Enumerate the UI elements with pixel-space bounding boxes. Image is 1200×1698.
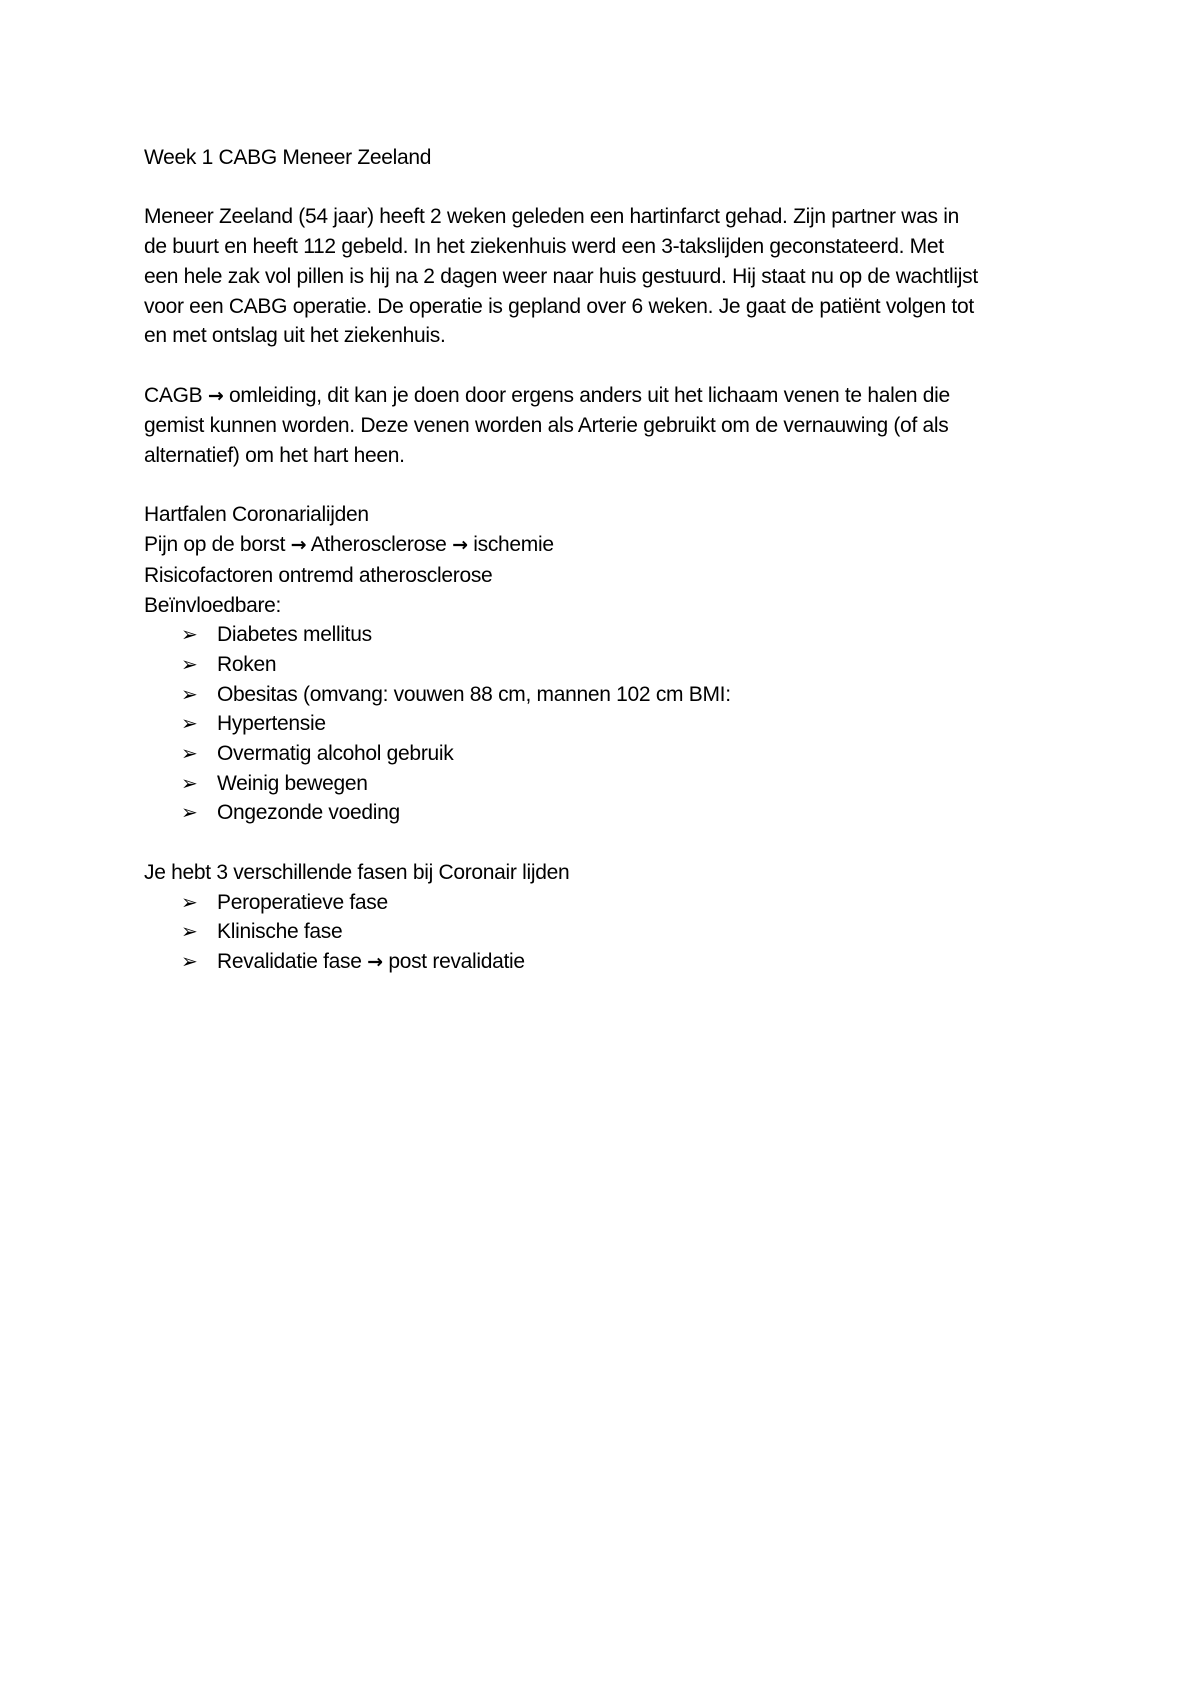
chain-part: Atherosclerose: [310, 533, 447, 557]
list-item: [144, 680, 1064, 710]
intro-line: en met ontslag uit het ziekenhuis.: [144, 324, 446, 348]
list-item-text: Ongezonde voeding: [217, 801, 400, 825]
phases-section: [144, 858, 1064, 978]
influenceable-heading: Beïnvloedbare:: [144, 593, 282, 617]
list-item-text: Klinische fase: [217, 920, 343, 944]
list-item-text: Diabetes mellitus: [217, 623, 372, 647]
cagb-paragraph: [144, 381, 1064, 471]
arrowhead-bullet-icon: ➢: [181, 711, 198, 736]
heart-section: [144, 500, 1064, 828]
risk-heading: Risicofactoren ontremd atherosclerose: [144, 563, 493, 587]
risk-factor-list: [144, 620, 1064, 828]
list-item-text: Peroperatieve fase: [217, 890, 388, 914]
chain-part: Pijn op de borst: [144, 533, 286, 557]
arrow-right-icon: →: [452, 534, 468, 557]
list-item-text: Obesitas (omvang: vouwen 88 cm, mannen 102 cm BMI:: [217, 682, 731, 706]
intro-line: een hele zak vol pillen is hij na 2 dagen weer naar huis gestuurd. Hij staat nu op de wachtlijst: [144, 264, 978, 288]
list-item-text: Hypertensie: [217, 712, 326, 736]
list-item-text: Revalidatie fase: [217, 949, 362, 973]
list-item: [144, 739, 1064, 769]
list-item: [144, 650, 1064, 680]
cagb-term: CAGB: [144, 383, 203, 407]
arrowhead-bullet-icon: ➢: [181, 651, 198, 676]
cagb-line-text: omleiding, dit kan je doen door ergens anders uit het lichaam venen te halen die: [229, 383, 950, 407]
heart-heading: Hartfalen Coronarialijden: [144, 503, 369, 527]
list-item: [144, 798, 1064, 828]
list-item-text: Roken: [217, 652, 277, 676]
intro-line: Meneer Zeeland (54 jaar) heeft 2 weken geleden een hartinfarct gehad. Zijn partner was in: [144, 205, 959, 229]
list-item-text: post revalidatie: [388, 949, 525, 973]
arrowhead-bullet-icon: ➢: [181, 681, 198, 706]
arrowhead-bullet-icon: ➢: [181, 622, 198, 647]
list-item: [144, 917, 1064, 947]
cagb-line: gemist kunnen worden. Deze venen worden als Arterie gebruikt om de vernauwing (of als: [144, 414, 949, 438]
symptom-chain: [144, 530, 1064, 561]
arrowhead-bullet-icon: ➢: [181, 889, 198, 914]
cagb-line: [144, 381, 1064, 412]
arrow-right-icon: →: [290, 534, 307, 557]
list-item: [144, 947, 1064, 978]
phases-heading: Je hebt 3 verschillende fasen bij Coronair lijden: [144, 860, 570, 884]
list-item: [144, 620, 1064, 650]
phases-list: [144, 888, 1064, 978]
document-title: Week 1 CABG Meneer Zeeland: [144, 146, 432, 169]
spacer: [144, 173, 1064, 203]
arrowhead-bullet-icon: ➢: [181, 948, 198, 973]
cagb-line: alternatief) om het hart heen.: [144, 444, 405, 467]
intro-line: de buurt en heeft 112 gebeld. In het ziekenhuis werd een 3-takslijden geconstateerd. Met: [144, 235, 944, 259]
arrowhead-bullet-icon: ➢: [181, 800, 198, 825]
list-item-text: Weinig bewegen: [217, 771, 368, 795]
list-item: [144, 769, 1064, 799]
document-body: [144, 143, 1064, 978]
list-item: [144, 888, 1064, 918]
chain-part: ischemie: [473, 533, 554, 557]
arrow-right-icon: →: [367, 950, 383, 973]
list-item: [144, 709, 1064, 739]
arrowhead-bullet-icon: ➢: [181, 741, 198, 766]
arrowhead-bullet-icon: ➢: [181, 770, 198, 795]
intro-line: voor een CABG operatie. De operatie is gepland over 6 weken. Je gaat de patiënt volgen tot: [144, 294, 974, 318]
list-item-text: Overmatig alcohol gebruik: [217, 742, 454, 766]
intro-paragraph: [144, 202, 1064, 351]
arrow-right-icon: →: [207, 384, 224, 407]
arrowhead-bullet-icon: ➢: [181, 919, 198, 944]
